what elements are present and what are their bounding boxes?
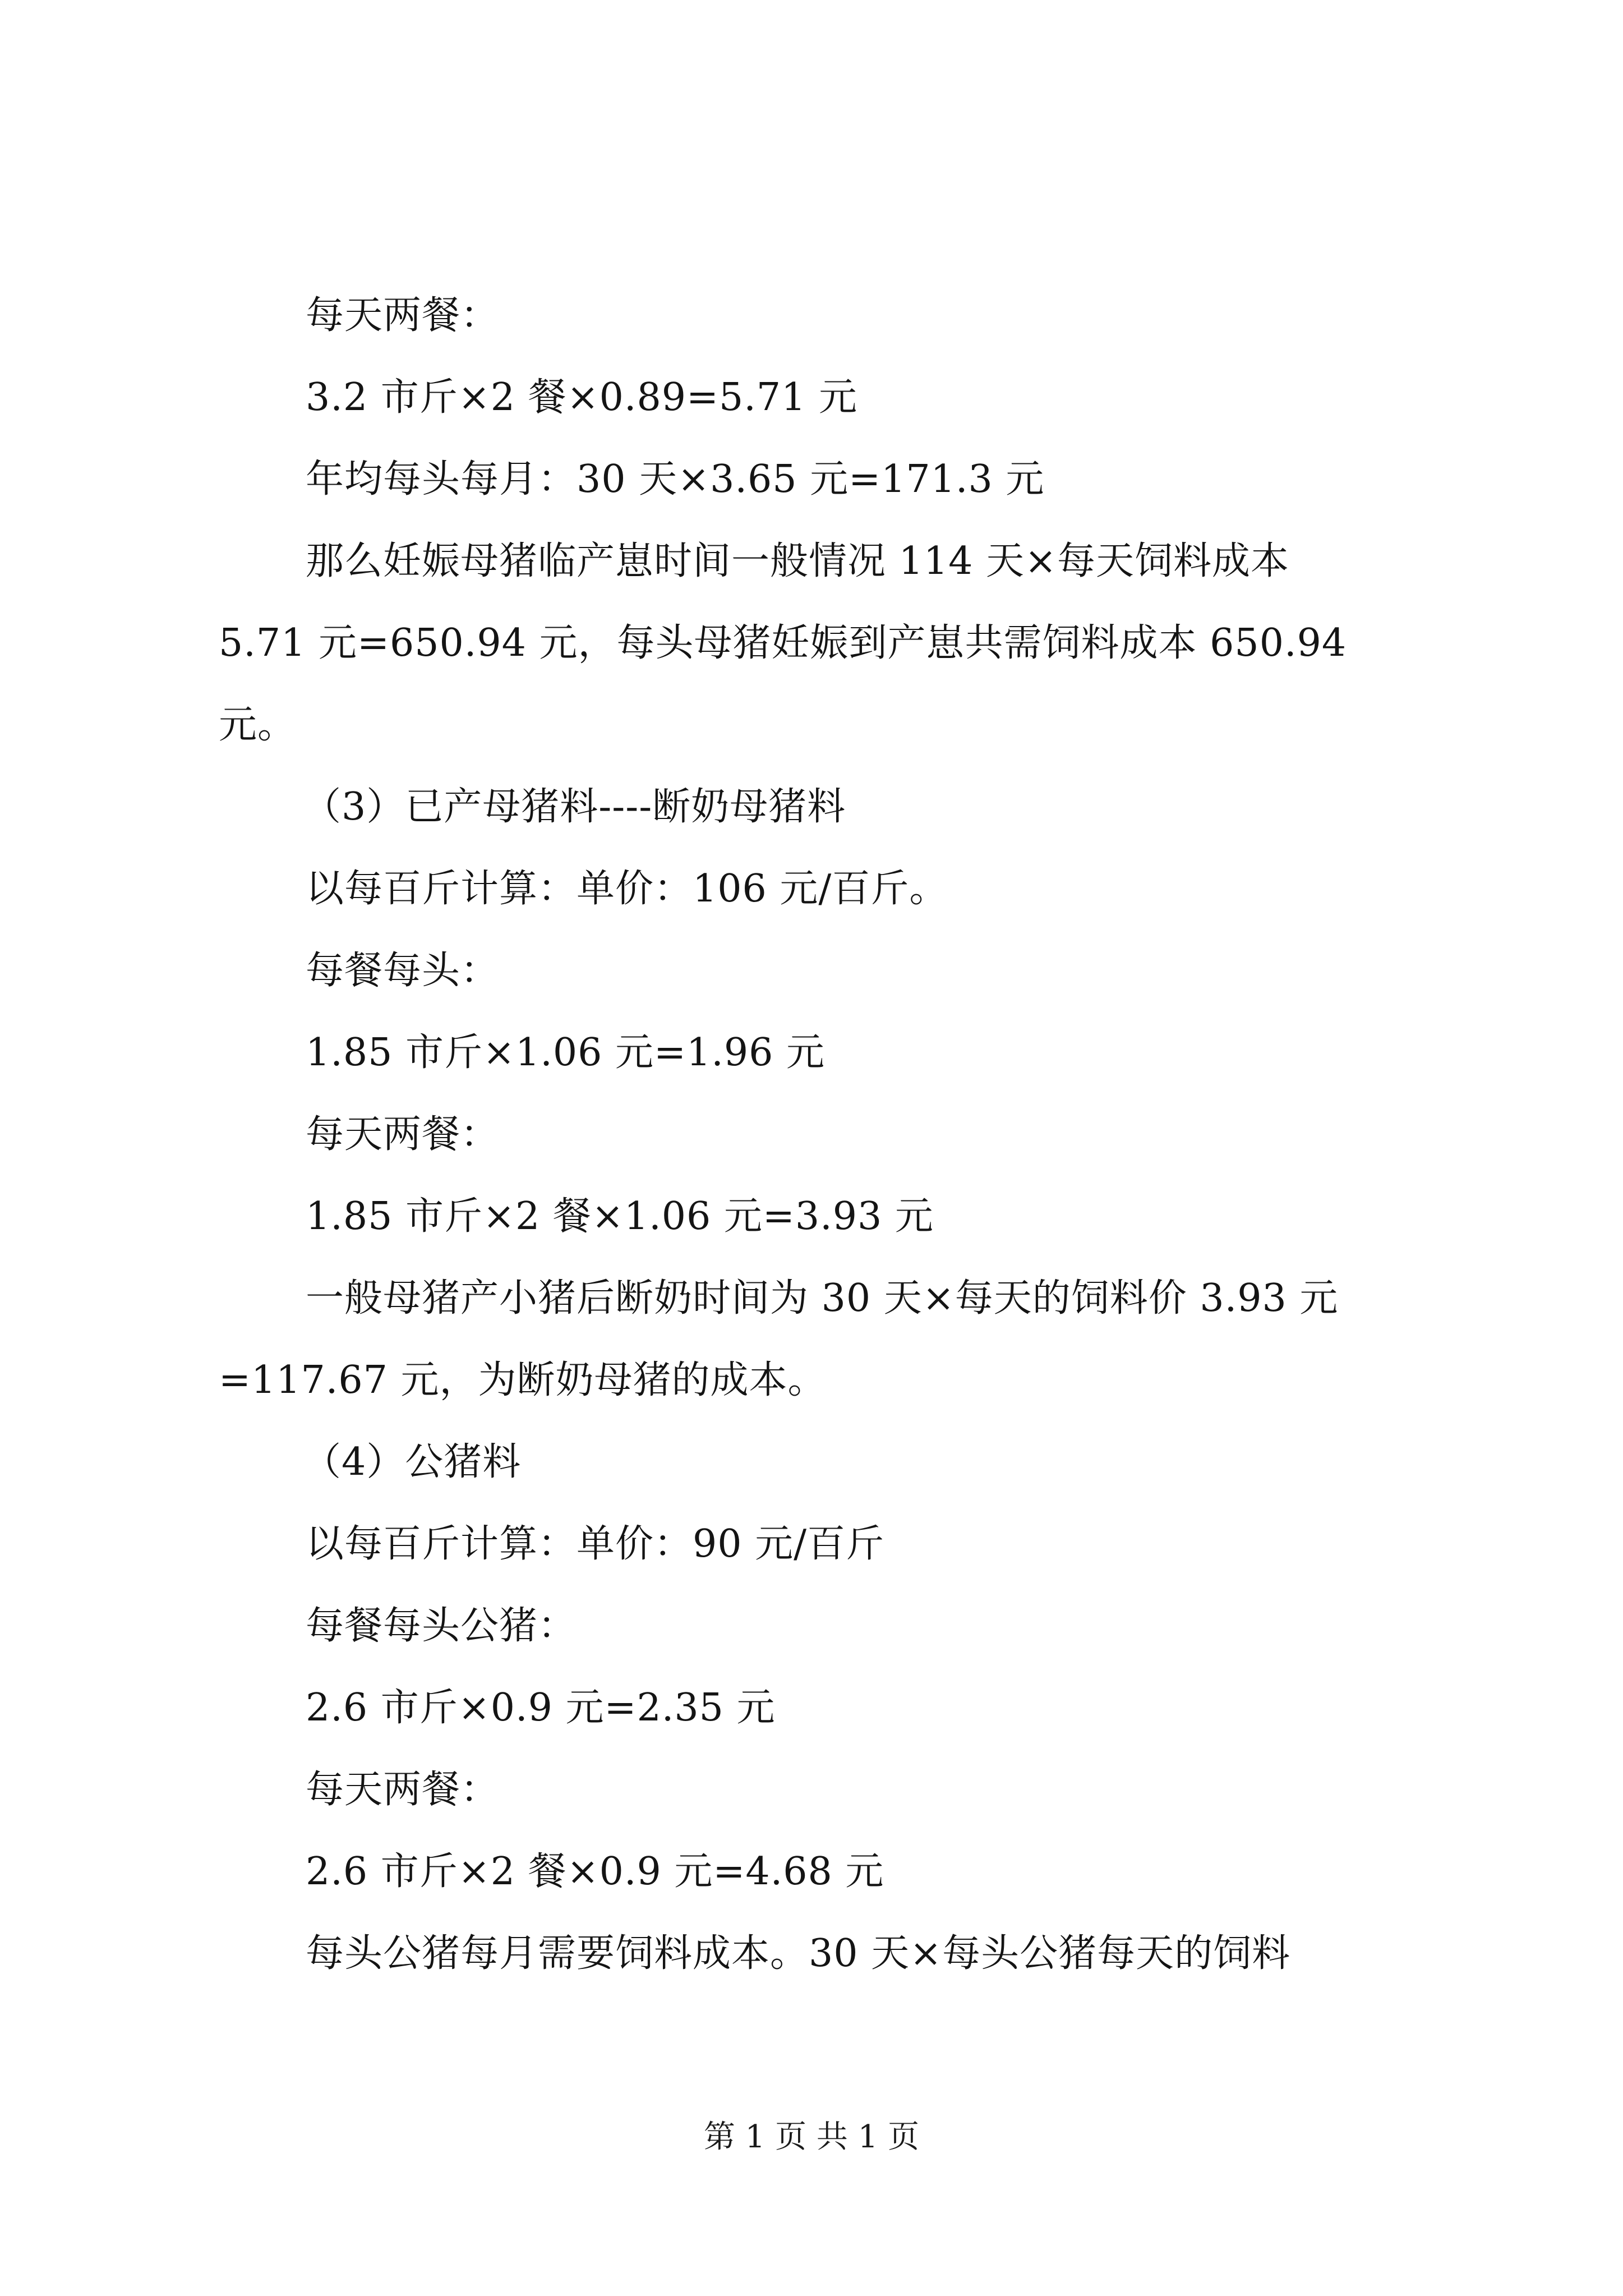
text-line: 5.71 元=650.94 元，每头母猪妊娠到产崽共需饲料成本 650.94 xyxy=(219,621,1347,665)
section-heading: （3）已产母猪料----断奶母猪料 xyxy=(303,785,846,829)
text-line: 3.2 市斤×2 餐×0.89=5.71 元 xyxy=(306,375,857,420)
text-line: 一般母猪产小猪后断奶时间为 30 天×每天的饲料价 3.93 元 xyxy=(306,1276,1339,1320)
text-line: 每天两餐： xyxy=(306,1112,500,1157)
page-footer: 第 1 页 共 1 页 xyxy=(703,2119,920,2155)
text-line: 以每百斤计算：单价：90 元/百斤 xyxy=(306,1522,885,1566)
text-line: 1.85 市斤×2 餐×1.06 元=3.93 元 xyxy=(306,1194,934,1239)
text-line: 每餐每头： xyxy=(306,949,500,993)
text-line: 每天两餐： xyxy=(306,1768,500,1812)
text-line: 以每百斤计算：单价：106 元/百斤。 xyxy=(306,867,948,911)
text-line: 2.6 市斤×0.9 元=2.35 元 xyxy=(306,1686,776,1730)
section-heading: （4）公猪料 xyxy=(303,1440,522,1484)
text-line: 年均每头每月：30 天×3.65 元=171.3 元 xyxy=(306,457,1045,501)
text-line: 那么妊娠母猪临产崽时间一般情况 114 天×每天饲料成本 xyxy=(306,539,1289,583)
text-line: =117.67 元，为断奶母猪的成本。 xyxy=(219,1358,827,1402)
text-line: 1.85 市斤×1.06 元=1.96 元 xyxy=(306,1030,826,1075)
document-body xyxy=(219,275,1424,1995)
text-line: 2.6 市斤×2 餐×0.9 元=4.68 元 xyxy=(306,1849,884,1894)
text-line: 元。 xyxy=(219,703,297,747)
text-line: 每天两餐： xyxy=(306,293,500,338)
text-line: 每餐每头公猪： xyxy=(306,1604,577,1648)
text-line: 每头公猪每月需要饲料成本。30 天×每头公猪每天的饲料 xyxy=(306,1931,1291,1976)
